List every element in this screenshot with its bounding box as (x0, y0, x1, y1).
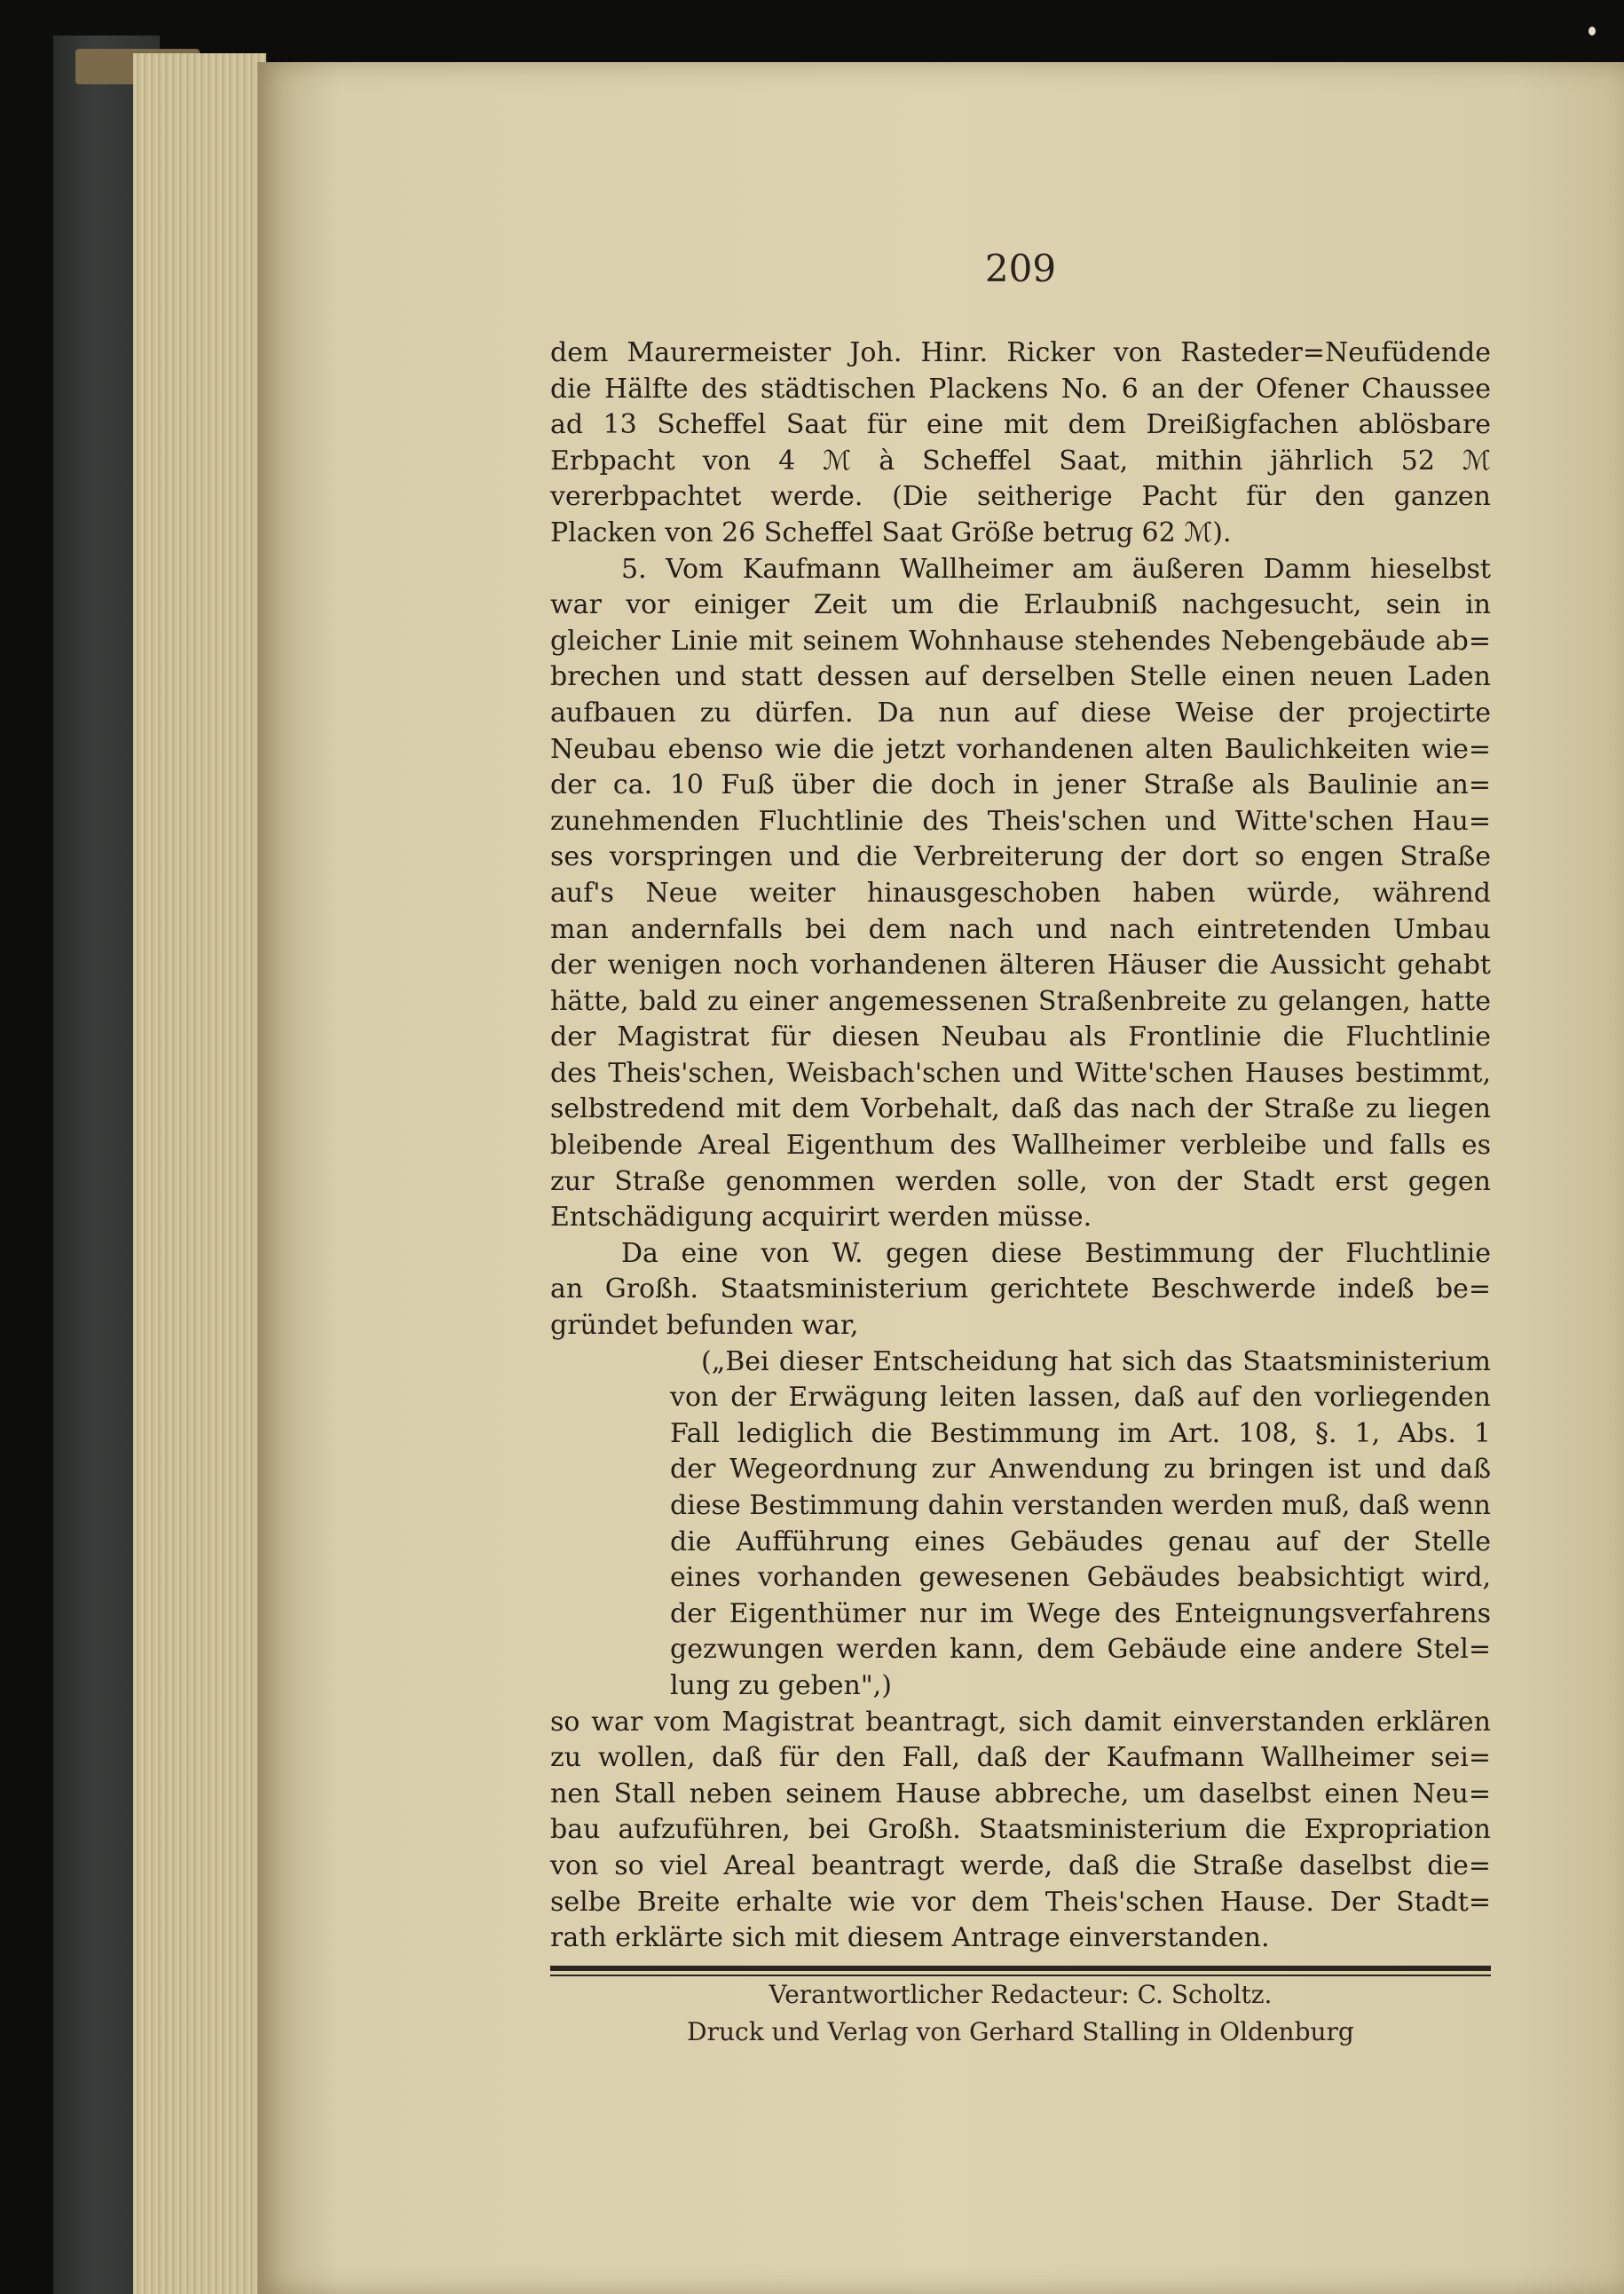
text-line: zur Straße genommen werden solle, von der Stadt erst gegen (550, 1165, 1491, 1197)
text-line: dem Maurermeister Joh. Hinr. Ricker von Rasteder=Neufüdende (550, 337, 1491, 368)
text-line: bleibende Areal Eigenthum des Wallheimer verbleibe und falls es (550, 1130, 1491, 1162)
text-line: Placken von 26 Scheffel Saat Größe betrug 62 ℳ). (550, 516, 1232, 548)
text-line: eines vorhanden gewesenen Gebäudes beabsichtigt wird, (670, 1562, 1491, 1594)
footer-rule-thick (550, 1966, 1491, 1971)
text-line: Neubau ebenso wie die jetzt vorhandenen alten Baulichkeiten wie= (550, 733, 1491, 765)
text-line: Entschädigung acquirirt werden müsse. (550, 1202, 1092, 1234)
text-line: von der Erwägung leiten lassen, daß auf den vorliegenden (670, 1382, 1491, 1414)
text-line: brechen und statt dessen auf derselben Stelle einen neuen Laden (550, 661, 1491, 693)
text-line: Fall lediglich die Bestimmung im Art. 108, §. 1, Abs. 1 (670, 1417, 1491, 1449)
text-line: so war vom Magistrat beantragt, sich damit einverstanden erklären (550, 1706, 1491, 1738)
text-line: hätte, bald zu einer angemessenen Straßenbreite zu gelangen, hatte (550, 985, 1491, 1017)
text-line: gezwungen werden kann, dem Gebäude eine andere Stel= (670, 1634, 1491, 1666)
text-line: gleicher Linie mit seinem Wohnhause stehendes Nebengebäude ab= (550, 625, 1491, 657)
text-line: aufbauen zu dürfen. Da nun auf diese Weise der projectirte (550, 697, 1491, 729)
footer-rule-thin (550, 1975, 1491, 1976)
text-line: lung zu geben",) (670, 1669, 892, 1701)
text-line: die Aufführung eines Gebäudes genau auf der Stelle (670, 1525, 1491, 1557)
text-line: vererbpachtet werde. (Die seitherige Pacht für den ganzen (550, 481, 1491, 513)
text-line: war vor einiger Zeit um die Erlaubniß nachgesucht, sein in (550, 589, 1491, 621)
page-edges (133, 53, 266, 2294)
text-line: der Magistrat für diesen Neubau als Frontlinie die Fluchtlinie (550, 1021, 1491, 1053)
text-line: Da eine von W. gegen diese Bestimmung der Fluchtlinie (621, 1237, 1491, 1269)
text-line: 5. Vom Kaufmann Wallheimer am äußeren Damm hieselbst (621, 553, 1491, 585)
text-line: auf's Neue weiter hinausgeschoben haben würde, während (550, 877, 1491, 909)
text-line: („Bei dieser Entscheidung hat sich das Staatsministerium (701, 1345, 1491, 1377)
body-text (550, 335, 1491, 1957)
margin-mark (1589, 27, 1596, 35)
text-line: nen Stall neben seinem Hause abbreche, um daselbst einen Neu= (550, 1778, 1491, 1809)
text-line: der Wegeordnung zur Anwendung zu bringen ist und daß (670, 1454, 1491, 1486)
page-number: 209 (984, 247, 1057, 290)
text-line: bau aufzuführen, bei Großh. Staatsministerium die Expropriation (550, 1814, 1491, 1846)
text-line: diese Bestimmung dahin verstanden werden muß, daß wenn (670, 1490, 1491, 1521)
text-line: selbe Breite erhalte wie vor dem Theis'schen Hause. Der Stadt= (550, 1886, 1491, 1918)
text-line: der wenigen noch vorhandenen älteren Häuser die Aussicht gehabt (550, 950, 1491, 981)
text-line: die Hälfte des städtischen Plackens No. 6 an der Ofener Chaussee (550, 373, 1491, 405)
footer-editor: Verantwortlicher Redacteur: C. Scholtz. (769, 1980, 1273, 2009)
text-line: der ca. 10 Fuß über die doch in jener Straße als Baulinie an= (550, 769, 1491, 801)
footer-printer: Druck und Verlag von Gerhard Stalling in Oldenburg (687, 2017, 1354, 2046)
text-line: Erbpacht von 4 ℳ à Scheffel Saat, mithin jährlich 52 ℳ (550, 445, 1491, 477)
text-line: selbstredend mit dem Vorbehalt, daß das nach der Straße zu liegen (550, 1093, 1491, 1125)
text-line: rath erklärte sich mit diesem Antrage einverstanden. (550, 1922, 1270, 1954)
text-line: des Theis'schen, Weisbach'schen und Witte'schen Hauses bestimmt, (550, 1057, 1491, 1089)
text-line: an Großh. Staatsministerium gerichtete Beschwerde indeß be= (550, 1273, 1491, 1305)
text-line: zu wollen, daß für den Fall, daß der Kaufmann Wallheimer sei= (550, 1742, 1491, 1774)
text-line: man andernfalls bei dem nach und nach eintretenden Umbau (550, 913, 1491, 945)
text-line: zunehmenden Fluchtlinie des Theis'schen und Witte'schen Hau= (550, 805, 1491, 837)
text-line: gründet befunden war, (550, 1310, 859, 1342)
text-line: von so viel Areal beantragt werde, daß die Straße daselbst die= (550, 1849, 1491, 1881)
text-line: der Eigenthümer nur im Wege des Enteignungsverfahrens (670, 1597, 1491, 1629)
text-line: ses vorspringen und die Verbreiterung der dort so engen Straße (550, 841, 1491, 873)
text-line: ad 13 Scheffel Saat für eine mit dem Dreißigfachen ablösbare (550, 409, 1491, 441)
